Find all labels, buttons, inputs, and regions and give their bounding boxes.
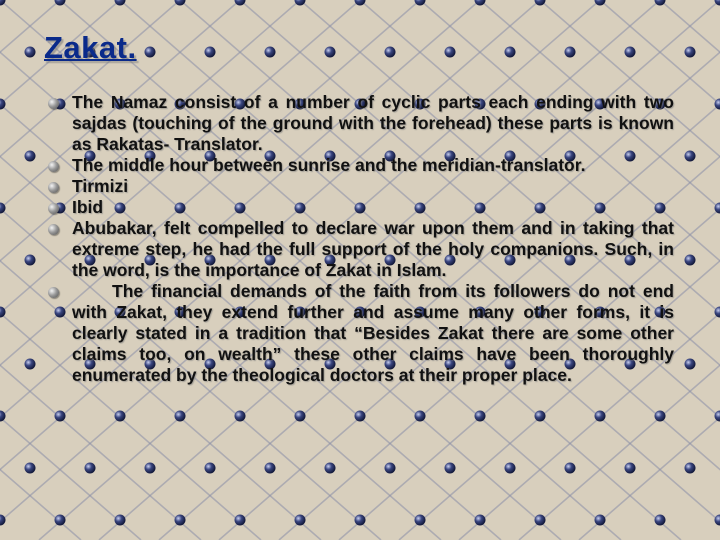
bullet-item xyxy=(44,176,674,197)
bullet-item xyxy=(44,197,674,218)
bullet-text: Abubakar, felt compelled to declare war upon them and in taking that extreme step, he had the full support of the holy companions. Such, in the word, is the importance of Zakat in Islam. xyxy=(72,218,674,280)
bullet-item xyxy=(44,281,674,386)
bullet-icon xyxy=(48,161,59,172)
bullet-text: Tirmizi xyxy=(72,176,129,196)
bullet-text: The financial demands of the faith from its followers do not end with Zakat, they extend further and assume many other forms, it is clearly stated in a tradition that “Besides Zakat there are some other claims too, on wealth” these other claims have been thoroughly enumerated by the theological doctors at their proper place. xyxy=(72,281,674,385)
bullet-text: Ibid xyxy=(72,197,104,217)
slide-title: Zakat. xyxy=(44,30,137,65)
bullet-icon xyxy=(48,182,59,193)
bullet-item xyxy=(44,218,674,281)
bullet-item xyxy=(44,155,674,176)
bullet-list xyxy=(44,92,674,386)
bullet-item xyxy=(44,92,674,155)
bullet-text: The Namaz consist of a number of cyclic parts each ending with two sajdas (touching of the ground with the forehead) these parts is known as Rakatas- Translator. xyxy=(72,92,674,154)
bullet-icon xyxy=(48,287,59,298)
bullet-icon xyxy=(48,203,59,214)
bullet-text-indented xyxy=(72,281,674,386)
bullet-icon xyxy=(48,98,59,109)
bullet-text: The middle hour between sunrise and the meridian-translator. xyxy=(72,155,586,175)
bullet-icon xyxy=(48,224,59,235)
